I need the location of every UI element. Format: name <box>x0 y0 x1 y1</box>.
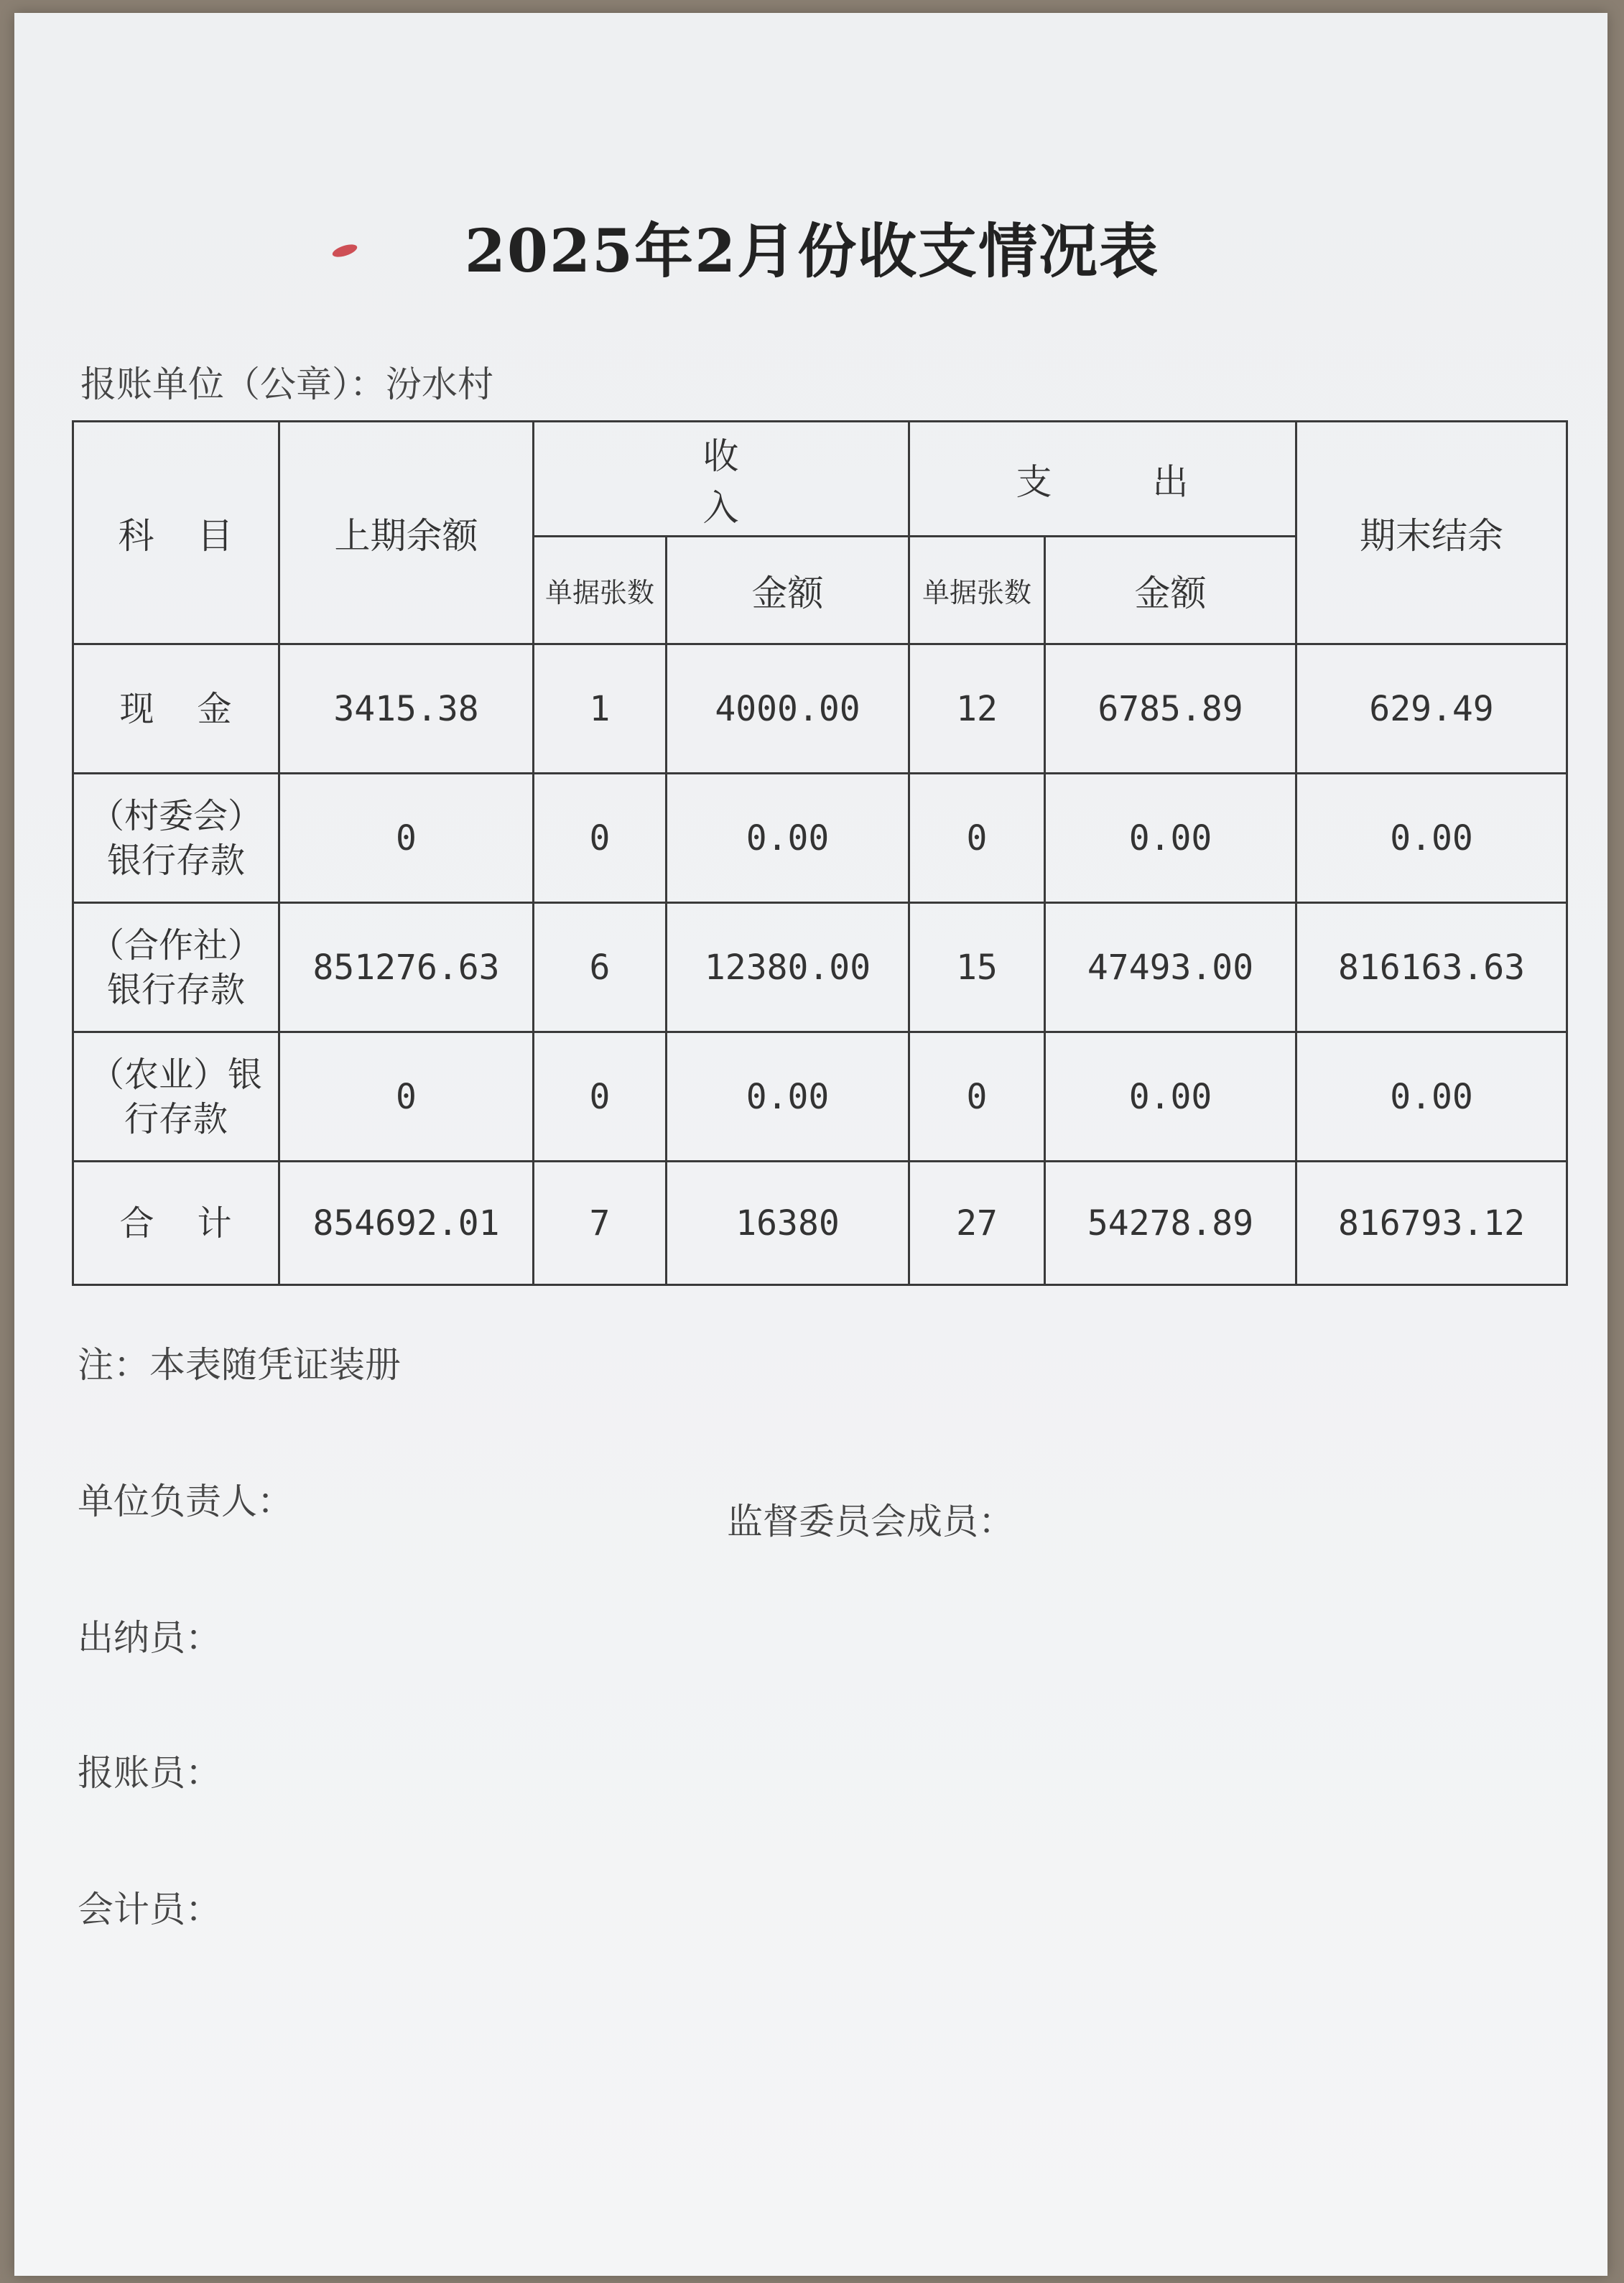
row-label: （合作社）银行存款 <box>73 903 279 1032</box>
header-income-amount: 金额 <box>667 537 909 644</box>
end-balance-cell: 0.00 <box>1296 774 1567 903</box>
header-subject: 科目 <box>73 422 279 644</box>
total-row <box>73 1162 1567 1285</box>
row-label: （村委会）银行存款 <box>73 774 279 903</box>
income-count-cell: 0 <box>534 774 667 903</box>
expense-amount-cell: 47493.00 <box>1045 903 1296 1032</box>
prev-balance-cell: 3415.38 <box>279 644 534 774</box>
total-label: 合计 <box>73 1162 279 1285</box>
cashier-signature-label: 出纳员： <box>78 1617 221 1659</box>
row-label: （农业）银行存款 <box>73 1032 279 1162</box>
expense-count-cell: 0 <box>909 774 1045 903</box>
header-prev-balance: 上期余额 <box>279 422 534 644</box>
income-count-cell: 7 <box>534 1162 667 1285</box>
prev-balance-cell: 0 <box>279 1032 534 1162</box>
income-amount-cell: 12380.00 <box>667 903 909 1032</box>
reporter-signature-label: 报账员： <box>78 1752 221 1794</box>
prev-balance-cell: 0 <box>279 774 534 903</box>
prev-balance-cell: 854692.01 <box>279 1162 534 1285</box>
header-expense: 支出 <box>909 422 1296 537</box>
income-amount-cell: 0.00 <box>667 1032 909 1162</box>
table-row <box>73 774 1567 903</box>
income-amount-cell: 4000.00 <box>667 644 909 774</box>
income-amount-cell: 0.00 <box>667 774 909 903</box>
prev-balance-cell: 851276.63 <box>279 903 534 1032</box>
header-end-balance: 期末结余 <box>1296 422 1567 644</box>
unit-head-signature-label: 单位负责人： <box>78 1481 293 1522</box>
end-balance-cell: 629.49 <box>1296 644 1567 774</box>
expense-amount-cell: 0.00 <box>1045 1032 1296 1162</box>
table-row <box>73 644 1567 774</box>
income-count-cell: 1 <box>534 644 667 774</box>
accountant-signature-label: 会计员： <box>78 1889 221 1930</box>
supervisors-signature-label: 监督委员会成员： <box>727 1501 1014 1542</box>
header-expense-voucher-count: 单据张数 <box>909 537 1045 644</box>
header-expense-amount: 金额 <box>1045 537 1296 644</box>
income-expense-table <box>72 420 1568 1286</box>
document-title: 2025年2月份收支情况表 <box>464 217 1160 286</box>
end-balance-cell: 816793.12 <box>1296 1162 1567 1285</box>
end-balance-cell: 816163.63 <box>1296 903 1567 1032</box>
expense-count-cell: 12 <box>909 644 1045 774</box>
header-income: 收入 <box>534 422 909 537</box>
header-income-voucher-count: 单据张数 <box>534 537 667 644</box>
table-row <box>73 903 1567 1032</box>
expense-amount-cell: 6785.89 <box>1045 644 1296 774</box>
income-amount-cell: 16380 <box>667 1162 909 1285</box>
row-label: 现金 <box>73 644 279 774</box>
expense-amount-cell: 0.00 <box>1045 774 1296 903</box>
reporting-unit-label: 报账单位（公章）：汾水村 <box>80 363 493 405</box>
expense-amount-cell: 54278.89 <box>1045 1162 1296 1285</box>
expense-count-cell: 15 <box>909 903 1045 1032</box>
expense-count-cell: 0 <box>909 1032 1045 1162</box>
income-count-cell: 6 <box>534 903 667 1032</box>
expense-count-cell: 27 <box>909 1162 1045 1285</box>
table-row <box>73 1032 1567 1162</box>
end-balance-cell: 0.00 <box>1296 1032 1567 1162</box>
note-text: 注：本表随凭证装册 <box>78 1344 401 1386</box>
income-count-cell: 0 <box>534 1032 667 1162</box>
